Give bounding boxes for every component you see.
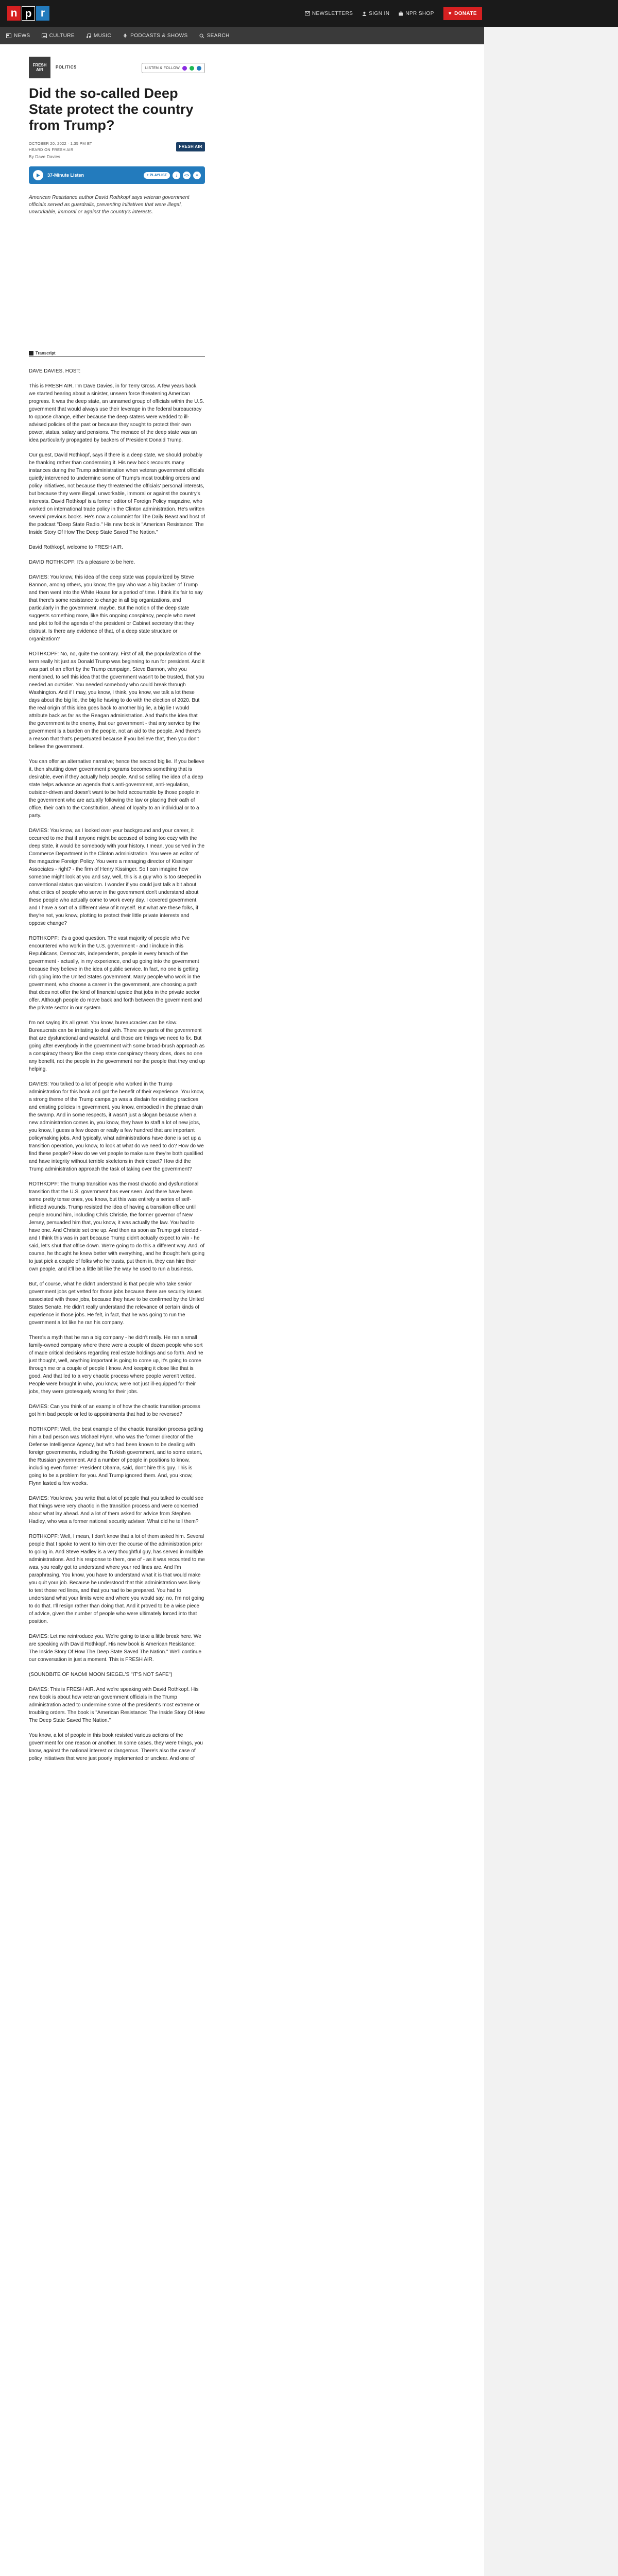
transcript-paragraph: DAVID ROTHKOPF: It's a pleasure to be here. — [29, 560, 135, 565]
story-meta — [29, 141, 205, 160]
nav-item-label: SEARCH — [207, 32, 230, 39]
heard-on[interactable]: HEARD ON FRESH AIR — [29, 147, 74, 152]
right-rail — [484, 27, 618, 2576]
npr-shop-label: NPR SHOP — [405, 10, 434, 16]
news-icon — [6, 33, 11, 38]
podcasts-icon — [123, 33, 128, 38]
shopping-bag-icon — [399, 11, 403, 16]
transcript-paragraph: (SOUNDBITE OF NAOMI MOON SIEGEL'S "IT'S NOT SAFE") — [29, 1672, 173, 1677]
section-label[interactable]: POLITICS — [56, 65, 77, 70]
user-icon — [362, 11, 367, 16]
nav-item-label: MUSIC — [93, 32, 112, 39]
nav-item-search[interactable] — [199, 33, 230, 39]
transcript-paragraph: ROTHKOPF: No, no, quite the contrary. First of all, the popularization of the term really hit just as Donald Trump was beginning to run for president. And it was part of an effort by the Trump campaign, Steve Bannon, who you mentioned, to sell this idea that the government wasn't to be trusted, that you needed an outsider. You needed somebody who could break through Washington. And if I may, you know, I think, you know, we talk a lot these days about the big lie, the big lie having to do with the election of 2020. But the real origin of this idea goes back to another big lie, a big lie I would attribute back as far as the Reagan administration. And that's the idea that the government is the enemy, that our government - that any service by the government is a burden on the people, not an aid to the people. And there's a reason that that's perpetuated because if you believe that, then you don't believe the government. — [29, 651, 205, 750]
nav-item-podcasts[interactable] — [123, 33, 187, 39]
play-button[interactable] — [33, 170, 43, 180]
transcript-paragraph: This is FRESH AIR. I'm Dave Davies, in for Terry Gross. A few years back, we started hearing about a sinister, unseen force threatening American progress. It was the deep state, an unnamed group of officials within the U.S. government that would always use their leverage in the federal bureaucracy to oppose change, either because the deep staters were wedded to ill-advised policies of the past or because they sought to protect their own power, status, salary and pensions. The menace of the deep state was an idea particularly propagated by backers of President Donald Trump. — [29, 383, 204, 443]
embed-icon[interactable]: <> — [183, 172, 191, 179]
podcast-app-icon[interactable] — [182, 66, 187, 71]
transcript-paragraph: DAVIES: You talked to a lot of people who worked in the Trump administration for this book and got the benefit of their experience. You know, a strong theme of the Trump campaign was a disdain for existing practices and existing policies in government, you know, embodied in the phrase drain the swamp. And in some respects, it wasn't just a slogan because when a new administration comes in, you know, they have to staff a lot of new jobs, you know, I guess a few dozen or really a few hundred that are important policymaking jobs. And typically, what administrations have done is set up a transition operation, you know, to look at what do we need to do? How do we find these people? How do we vet people to make sure they're both qualified and have integrity without terrible skeletons in their closet? How did the Trump administration approach the task of taking over the government? — [29, 1081, 204, 1172]
listen-follow-bar[interactable] — [142, 63, 205, 73]
transcript-paragraph: DAVE DAVIES, HOST: — [29, 368, 81, 374]
fresh-air-show-tile[interactable]: FRESH AIR — [29, 57, 50, 78]
donate-button[interactable] — [443, 7, 482, 20]
audio-duration-label: 37-Minute Listen — [47, 173, 84, 178]
logo-letter-n: n — [7, 6, 21, 21]
download-icon[interactable]: ↓ — [173, 172, 180, 179]
music-icon — [86, 33, 91, 38]
npr-logo[interactable] — [7, 6, 49, 21]
transcript-body — [29, 367, 205, 1762]
transcript-paragraph: DAVIES: Can you think of an example of how the chaotic transition process got him bad people or led to appointments that had to be reversed? — [29, 1404, 200, 1417]
top-bar — [0, 0, 618, 27]
article — [29, 57, 205, 1770]
nav-item-music[interactable] — [86, 33, 111, 39]
spotify-icon[interactable] — [190, 66, 194, 71]
transcript-icon-square — [29, 351, 33, 355]
npr-shop-link[interactable] — [399, 11, 434, 16]
logo-letter-r: r — [36, 6, 49, 21]
sign-in-link[interactable] — [362, 11, 389, 16]
transcript-paragraph: ROTHKOPF: Well, the best example of the chaotic transition process getting him a bad person was Michael Flynn, who was the former director of the Defense Intelligence Agency, but who had been known to be dealing with foreign governments, including the Turkish government, and to some extent, the Russian government. And a number of people in positions to know, including even former President Obama, said, don't hire this guy. This is going to be a problem for you. And Trump ignored them. And, you know, Flynn lasted a few weeks. — [29, 1427, 203, 1486]
byline[interactable]: By Dave Davies — [29, 155, 61, 159]
culture-icon — [42, 33, 47, 38]
npr-app-icon[interactable] — [197, 66, 201, 71]
envelope-icon — [305, 11, 310, 15]
newsletters-link[interactable] — [305, 11, 353, 16]
playlist-button[interactable]: + PLAYLIST — [144, 172, 170, 179]
donate-label: DONATE — [454, 10, 477, 16]
transcript-label: Transcript — [36, 351, 56, 355]
transcript-paragraph: ROTHKOPF: The Trump transition was the most chaotic and dysfunctional transition that the U.S. government has ever seen. And there have been some pretty tense ones, you know, but this was entirely a series of self-inflicted wounds. Trump resisted the idea of having a transition office until people around him, including Chris Christie, the former governor of New Jersey, persuaded him that, you know, it was actually the law. You had to have one. And Christie set one up. And then as soon as Trump got elected - and I think this was in part because Trump didn't actually expect to win - he said, let's shut that office down. We're going to do this a different way. And, of course, he thought he knew better with everything, and he thought he's going to just pick a couple of folks who he trusts, put them in, they can hire their own people, and it'll be a little bit like the way he used to run a business. — [29, 1181, 205, 1272]
story-date: OCTOBER 20, 2022 · 1:35 PM ET — [29, 141, 93, 146]
transcript-paragraph: DAVIES: You know, this idea of the deep state was popularized by Steve Bannon, among others, you know, the guy who was a big backer of Trump and then went into the White House for a period of time. I think it's fair to say that there's some resistance to change in all big organizations, and particularly in the government, maybe. But the notion of the deep state suggests something more, like this ongoing conspiracy, people who meet and plot to foil the agenda of the president or Cabinet secretary that they distrust. Is there any evidence of that, of a deep state structure or organization? — [29, 574, 203, 642]
listen-follow-label: LISTEN & FOLLOW — [145, 66, 180, 70]
transcript-icon[interactable]: ≡ — [193, 172, 201, 179]
sign-in-label: SIGN IN — [369, 10, 390, 16]
story-header — [29, 57, 205, 78]
heart-icon: ♥ — [448, 10, 452, 16]
transcript-paragraph: I'm not saying it's all great. You know, bureaucracies can be slow. Bureaucrats can be irritating to deal with. There are parts of the government that are dysfunctional and wasteful, and those are things we need to fix. But going after everybody in the government with some broad-brush approach as a conspiracy theory like the deep state conspiracy theory does, does no one any benefit, not the people in the government nor the people that they end up helping. — [29, 1020, 205, 1072]
transcript-paragraph: DAVIES: You know, as I looked over your background and your career, it occurred to me that if anyone might be accused of being too cozy with the deep state, it would be somebody with your history. I mean, you served in the Commerce Department in the Clinton administration. You were an editor of the magazine Foreign Policy. You were a managing director of Kissinger Associates - right? - the firm of Henry Kissinger. So I can imagine how someone might look at you and say, well, this is a guy who is too steeped in conventional status quo wisdom. I wonder if you could just talk a bit about what critics of people who serve in the government don't understand about these people who actually come to work every day. I covered government, and I have a sort of a different view of it myself. But what are these folks, if they're not, you know, plotting to protect their little private interests and oppose change? — [29, 828, 205, 926]
transcript-paragraph: There's a myth that he ran a big company - he didn't really. He ran a small family-owned company where there were a couple of dozen people who sort of made critical decisions regarding real estate holdings and so forth. And he just thought, well, anything important is going to come up, it's going to come through me or a couple of people I know. And keeping it close like that is good. And that led to a very chaotic process where people weren't vetted. People were brought in who, you know, were not just ill-equipped for their jobs, they were grotesquely wrong for their jobs. — [29, 1335, 203, 1395]
transcript-paragraph: DAVIES: Let me reintroduce you. We're going to take a little break here. We are speaking with David Rothkopf. His new book is American Resistance: The Inside Story Of How The Deep State Saved The Nation." We'll continue our conversation in just a moment. This is FRESH AIR. — [29, 1634, 202, 1663]
ad-space — [29, 216, 205, 351]
nav-item-label: CULTURE — [49, 32, 75, 39]
nav-item-label: NEWS — [14, 32, 30, 39]
transcript-paragraph: DAVIES: You know, you write that a lot of people that you talked to could see that things were very chaotic in the transition process and were concerned about what lay ahead. And a lot of them asked for advice from Stephen Hadley, who was a former national security adviser. What did he tell them? — [29, 1496, 203, 1524]
transcript-paragraph: DAVIES: This is FRESH AIR. And we're speaking with David Rothkopf. His new book is about how veteran government officials in the Trump administration acted to undermine some of the president's most extreme or troubling orders. The book is "American Resistance: The Inside Story Of How The Deep State Saved The Nation." — [29, 1687, 205, 1723]
transcript-paragraph: You know, a lot of people in this book resisted various actions of the government for one reason or another. In some cases, they were things, you know, against the national interest or dangerous. There's also the case of policy initiatives that were just poorly implemented or unclear. And one of — [29, 1733, 203, 1761]
search-icon — [199, 33, 204, 38]
transcript-paragraph: ROTHKOPF: Well, I mean, I don't know that a lot of them asked him. Several people that I spoke to went to him over the course of the administration prior to going in. And Steve Hadley is a very thoughtful guy, has served in multiple administrations. And his response to them, one of - as it was recounted to me was, you really got to understand where your red lines are. And I'm paraphrasing. You know, you have to understand what it is that would make you quit your job. Because he understood that this administration was likely to test those red lines, and that you had to be prepared. You had to understand what your limits were and where you would say, no, I'm not going to do that. I'll resign rather than doing that. And it proved to be a wise piece of advice, given the number of people who were ultimately forced into that position. — [29, 1534, 205, 1624]
play-icon — [36, 173, 40, 178]
transcript-paragraph: But, of course, what he didn't understand is that people who take senior government jobs get vetted for those jobs because there are security issues associated with those jobs, because they have to be confirmed by the United States Senate. He didn't really understand the relevance of certain kinds of experience in those jobs. He felt, in fact, that he was going to run the government a lot like he ran his company. — [29, 1281, 204, 1326]
top-utility-links — [305, 7, 482, 20]
story-teaser: American Resistance author David Rothkopf says veteran government officials served as guardrails, preventing initiatives that were illegal, unworkable, immoral or against the country's interests. — [29, 195, 190, 215]
transcript-paragraph: Our guest, David Rothkopf, says if there is a deep state, we should probably be thanking rather than condemning it. His new book recounts many instances during the Trump administration when veteran government officials quietly intervened to undermine some of Trump's most troubling orders and policy initiatives, not because they threatened the officials' personal interests, but because they were illegal, unworkable, immoral or against the country's interests. David Rothkopf is a former editor of Foreign Policy magazine, who worked on international trade policy in the Clinton administration. He's written several previous books. He's now a columnist for The Daily Beast and host of the podcast "Deep State Radio." His new book is "American Resistance: The Inside Story Of How The Deep State Saved The Nation." — [29, 452, 205, 535]
transcript-paragraph: David Rothkopf, welcome to FRESH AIR. — [29, 545, 123, 550]
logo-letter-p: p — [22, 6, 35, 21]
nav-item-culture[interactable] — [42, 33, 75, 39]
transcript-paragraph: ROTHKOPF: It's a good question. The vast majority of people who I've encountered who work in the U.S. government - and I include in this Republicans, Democrats, independents, people in every branch of the government - actually, in my experience, end up going into the government because they believe in the idea of public service. In fact, no one is getting rich going into the United States government. Many people who work in the government, who choose a career in the government, are choosing a path that does not offer the kind of financial upside that jobs in the private sector offer. Although people do move back and forth between the government and the private sector in our system. — [29, 936, 202, 1011]
page-title: Did the so-called Deep State protect the country from Trump? — [29, 86, 194, 133]
newsletters-label: NEWSLETTERS — [312, 10, 353, 16]
transcript-heading — [29, 351, 205, 357]
audio-player — [29, 166, 205, 184]
fresh-air-badge[interactable]: FRESH AIR — [176, 142, 205, 151]
transcript-paragraph: You can offer an alternative narrative; hence the second big lie. If you believe it, then shutting down government programs becomes something that is desirable, even if they actually help people. And so selling the idea of a deep state helps advance an agenda that's anti-government, anti-regulation, outsider-driven and doesn't want to be held accountable by those people in the government who are actually following the law or placing their oath of office, their oath to the Constitution, ahead of loyalty to an individual or to a party. — [29, 759, 204, 819]
nav-item-news[interactable] — [6, 33, 30, 39]
nav-item-label: PODCASTS & SHOWS — [130, 32, 188, 39]
